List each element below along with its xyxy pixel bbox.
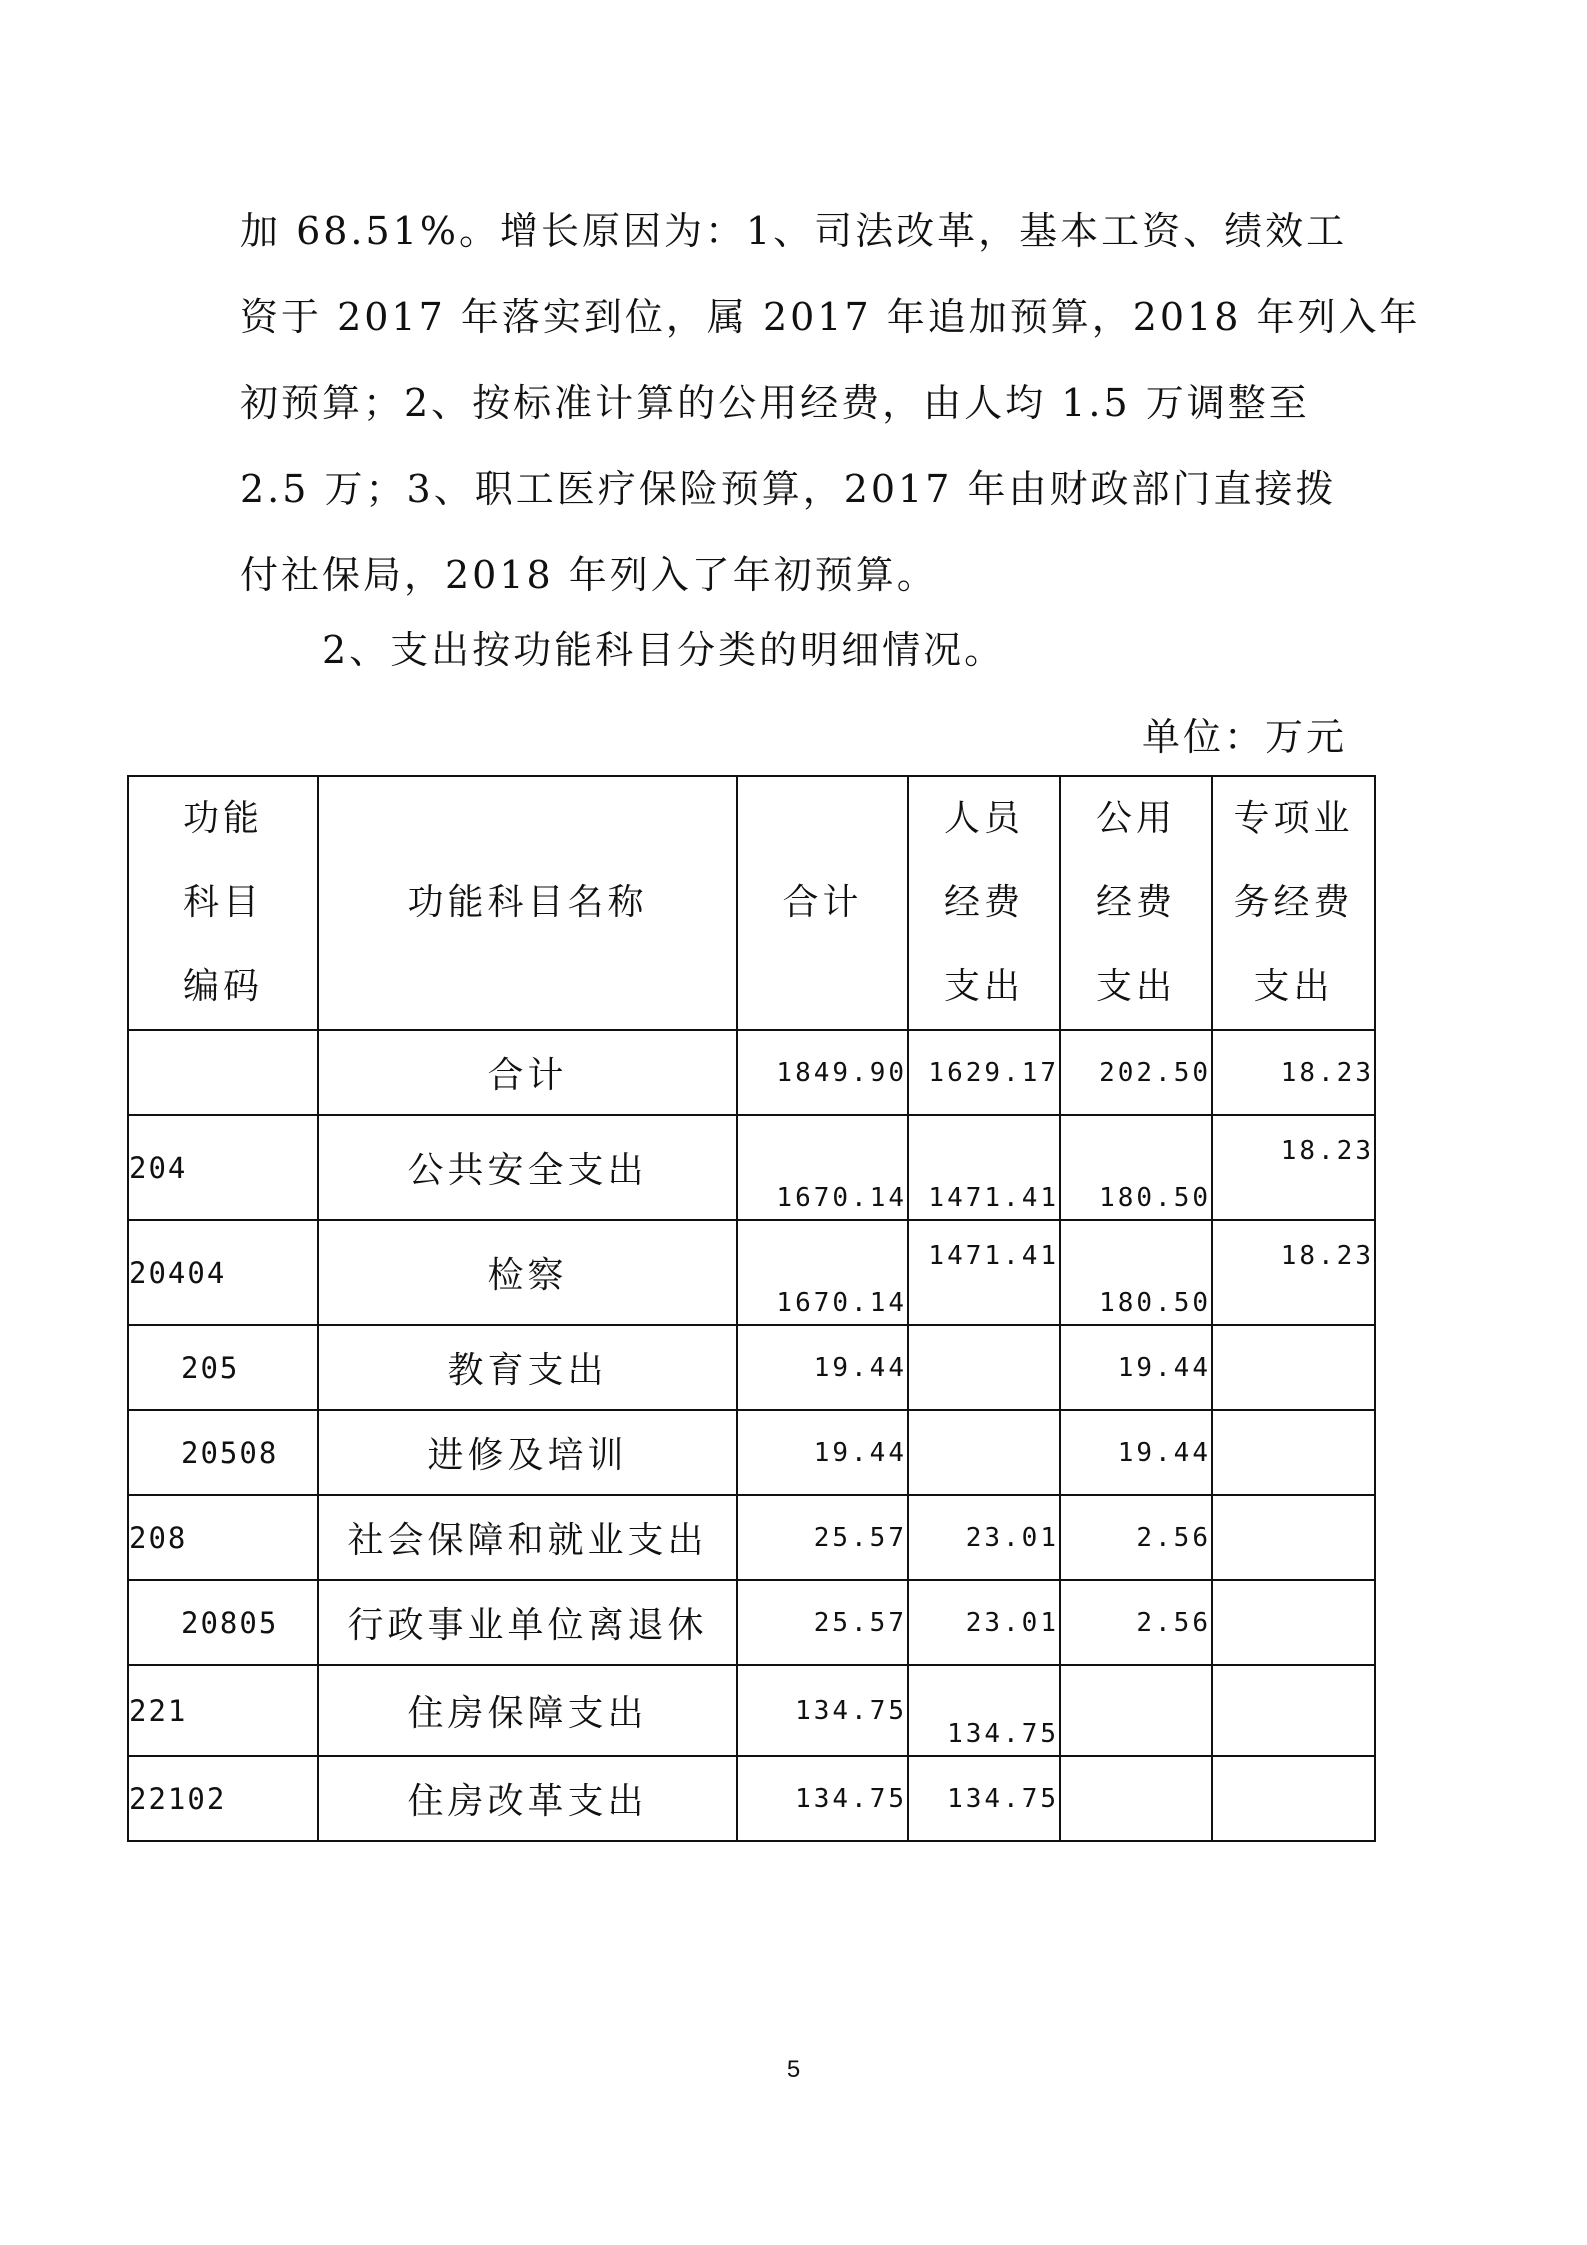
cell-total: 25.57 bbox=[737, 1580, 908, 1665]
cell-personnel: 1471.41 bbox=[908, 1115, 1060, 1220]
cell-special bbox=[1212, 1580, 1375, 1665]
table-row bbox=[128, 1756, 1375, 1841]
page-number: 5 bbox=[786, 2056, 801, 2083]
cell-name: 教育支出 bbox=[318, 1325, 737, 1410]
cell-public: 2.56 bbox=[1060, 1580, 1212, 1665]
cell-code bbox=[128, 1030, 318, 1115]
header-special: 专项业务经费支出 bbox=[1212, 776, 1375, 1030]
cell-total: 19.44 bbox=[737, 1410, 908, 1495]
cell-special: 18.23 bbox=[1212, 1030, 1375, 1115]
cell-public bbox=[1060, 1665, 1212, 1756]
paragraph-line: 2.5 万；3、职工医疗保险预算，2017 年由财政部门直接拨 bbox=[240, 467, 1337, 511]
cell-public: 19.44 bbox=[1060, 1325, 1212, 1410]
section-heading: 2、支出按功能科目分类的明细情况。 bbox=[322, 628, 1006, 672]
table-row bbox=[128, 1410, 1375, 1495]
cell-code: 205 bbox=[128, 1325, 318, 1410]
cell-public: 19.44 bbox=[1060, 1410, 1212, 1495]
header-personnel: 人员经费支出 bbox=[908, 776, 1060, 1030]
table-row bbox=[128, 1495, 1375, 1580]
paragraph-line: 资于 2017 年落实到位，属 2017 年追加预算，2018 年列入年 bbox=[240, 295, 1421, 339]
cell-total: 134.75 bbox=[737, 1756, 908, 1841]
table-header-row bbox=[128, 776, 1375, 1030]
cell-personnel: 1471.41 bbox=[908, 1220, 1060, 1325]
cell-code: 20805 bbox=[128, 1580, 318, 1665]
table-row bbox=[128, 1220, 1375, 1325]
cell-personnel: 134.75 bbox=[908, 1756, 1060, 1841]
cell-personnel bbox=[908, 1325, 1060, 1410]
cell-total: 134.75 bbox=[737, 1665, 908, 1756]
cell-name: 住房保障支出 bbox=[318, 1665, 737, 1756]
table-row bbox=[128, 1325, 1375, 1410]
cell-special: 18.23 bbox=[1212, 1115, 1375, 1220]
paragraph-line: 付社保局，2018 年列入了年初预算。 bbox=[240, 553, 938, 597]
cell-personnel bbox=[908, 1410, 1060, 1495]
cell-special bbox=[1212, 1665, 1375, 1756]
table-row bbox=[128, 1030, 1375, 1115]
cell-special bbox=[1212, 1756, 1375, 1841]
header-name: 功能科目名称 bbox=[318, 776, 737, 1030]
cell-name: 公共安全支出 bbox=[318, 1115, 737, 1220]
table-row bbox=[128, 1580, 1375, 1665]
cell-special bbox=[1212, 1325, 1375, 1410]
cell-special bbox=[1212, 1495, 1375, 1580]
cell-code: 20508 bbox=[128, 1410, 318, 1495]
cell-code: 20404 bbox=[128, 1220, 318, 1325]
cell-personnel: 23.01 bbox=[908, 1495, 1060, 1580]
cell-name: 住房改革支出 bbox=[318, 1756, 737, 1841]
paragraph-line: 加 68.51%。增长原因为：1、司法改革，基本工资、绩效工 bbox=[240, 209, 1348, 253]
cell-name: 社会保障和就业支出 bbox=[318, 1495, 737, 1580]
cell-name: 进修及培训 bbox=[318, 1410, 737, 1495]
cell-public bbox=[1060, 1756, 1212, 1841]
cell-name: 检察 bbox=[318, 1220, 737, 1325]
cell-public: 2.56 bbox=[1060, 1495, 1212, 1580]
cell-personnel: 134.75 bbox=[908, 1665, 1060, 1756]
cell-public: 202.50 bbox=[1060, 1030, 1212, 1115]
table-row bbox=[128, 1665, 1375, 1756]
paragraph-line: 初预算；2、按标准计算的公用经费，由人均 1.5 万调整至 bbox=[240, 381, 1310, 425]
table-row bbox=[128, 1115, 1375, 1220]
cell-code: 221 bbox=[128, 1665, 318, 1756]
cell-code: 208 bbox=[128, 1495, 318, 1580]
cell-special bbox=[1212, 1410, 1375, 1495]
cell-code: 22102 bbox=[128, 1756, 318, 1841]
cell-total: 25.57 bbox=[737, 1495, 908, 1580]
header-public: 公用经费支出 bbox=[1060, 776, 1212, 1030]
cell-public: 180.50 bbox=[1060, 1115, 1212, 1220]
cell-name: 行政事业单位离退休 bbox=[318, 1580, 737, 1665]
cell-total: 19.44 bbox=[737, 1325, 908, 1410]
header-total: 合计 bbox=[737, 776, 908, 1030]
cell-public: 180.50 bbox=[1060, 1220, 1212, 1325]
cell-total: 1670.14 bbox=[737, 1220, 908, 1325]
cell-total: 1670.14 bbox=[737, 1115, 908, 1220]
header-code: 功能科目编码 bbox=[128, 776, 318, 1030]
cell-personnel: 23.01 bbox=[908, 1580, 1060, 1665]
cell-total: 1849.90 bbox=[737, 1030, 908, 1115]
cell-code: 204 bbox=[128, 1115, 318, 1220]
cell-special: 18.23 bbox=[1212, 1220, 1375, 1325]
body-paragraph bbox=[240, 188, 1421, 618]
budget-table bbox=[127, 775, 1376, 1842]
cell-personnel: 1629.17 bbox=[908, 1030, 1060, 1115]
unit-label: 单位：万元 bbox=[1141, 715, 1347, 759]
cell-name: 合计 bbox=[318, 1030, 737, 1115]
